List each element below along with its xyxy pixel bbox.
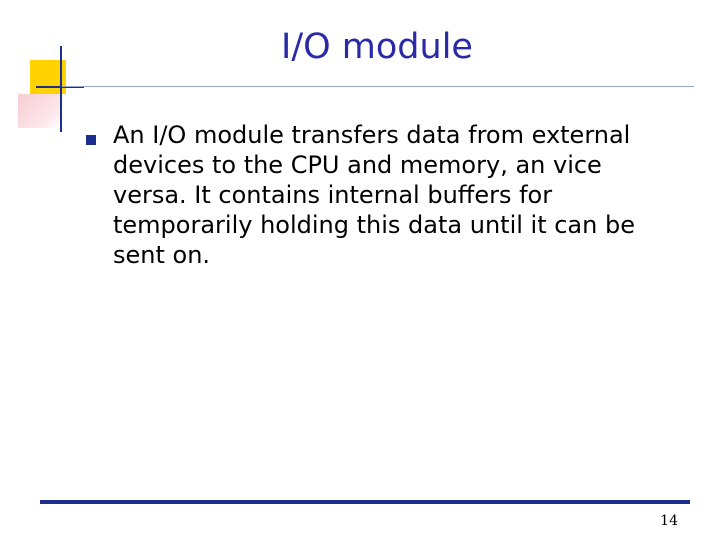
decoration-pink-square — [18, 94, 60, 128]
title-divider — [62, 86, 694, 87]
bullet-text: An I/O module transfers data from external devices to the CPU and memory, an vice versa. It contains internal buffers for temporarily holding this data until it can be sent on. — [113, 121, 635, 269]
square-bullet-icon — [86, 135, 96, 145]
slide-title: I/O module — [281, 27, 473, 67]
corner-decoration-icon — [0, 0, 120, 140]
page-number: 14 — [660, 513, 678, 529]
footer-divider — [40, 500, 690, 504]
